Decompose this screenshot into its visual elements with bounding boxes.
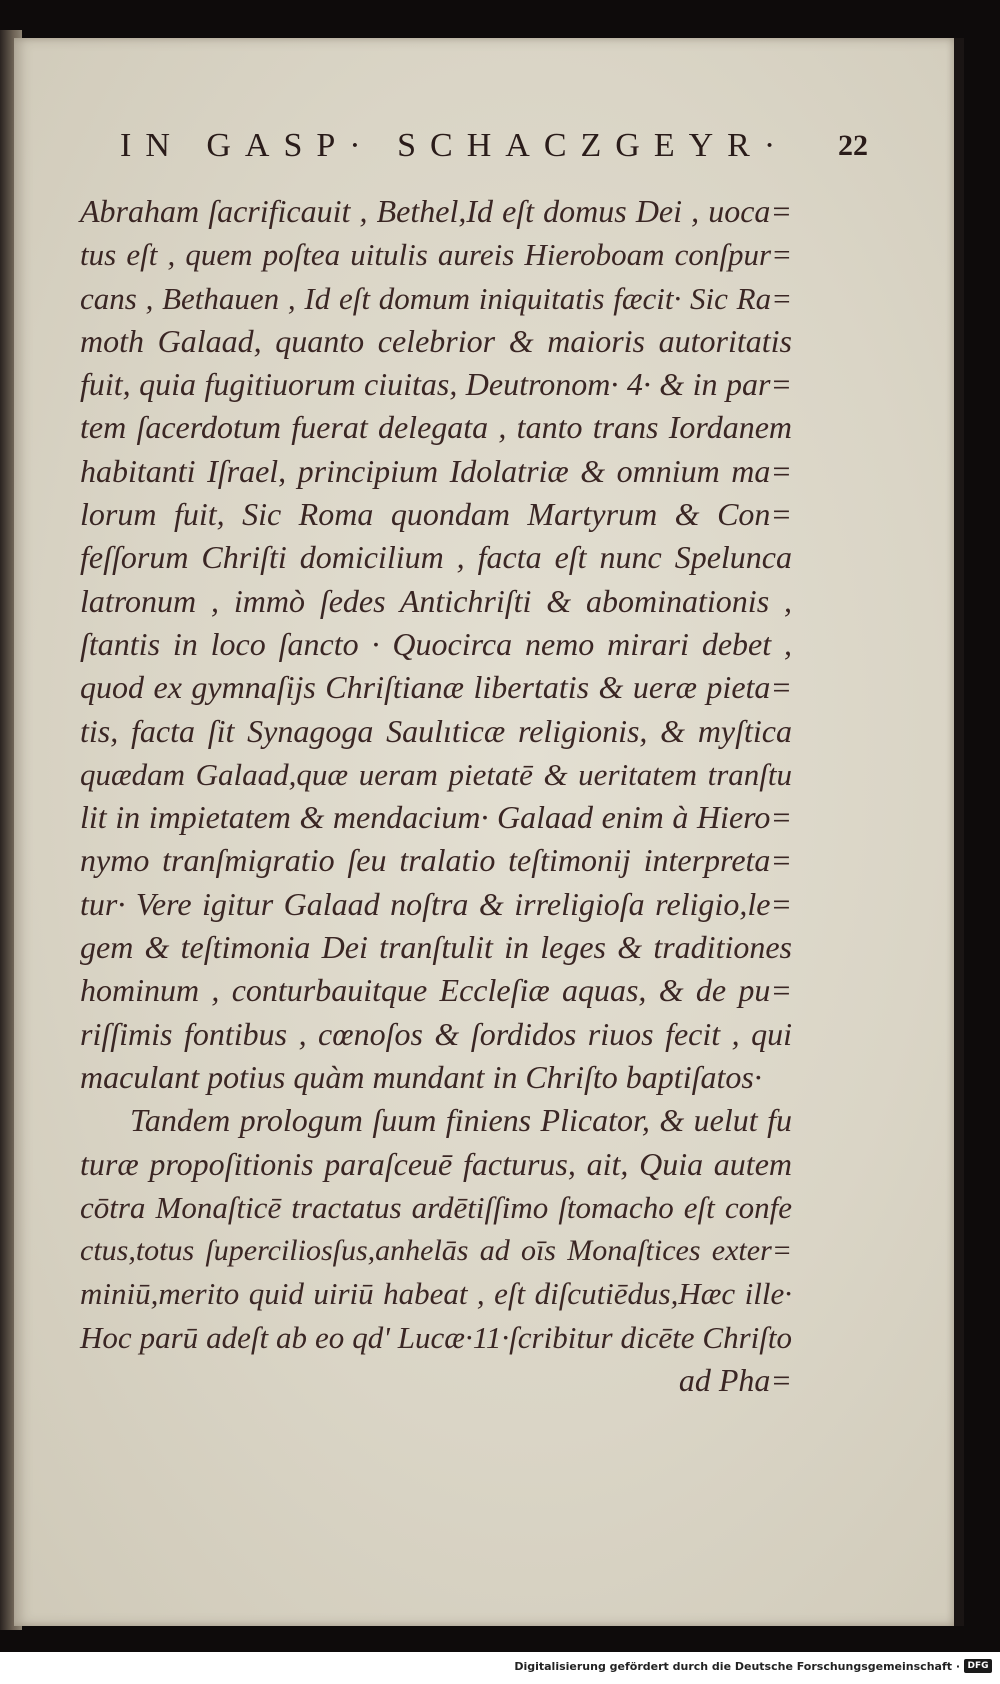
funding-credit: Digitalisierung gefördert durch die Deutsche Forschungsgemeinschaft · <box>514 1660 960 1673</box>
dfg-logo-icon: DFG <box>964 1659 992 1673</box>
text-line: Abraham ſacrificauit , Bethel,Id eſt domus Dei , uoca= <box>80 193 792 229</box>
text-line: latronum , immò ſedes Antichriſti & abominationis , <box>80 582 792 619</box>
catchword: ad Pha= <box>678 1362 792 1399</box>
text-line: gem & teſtimonia Dei tranſtulit in leges & traditiones <box>80 929 792 966</box>
digitization-footer <box>0 1652 1000 1684</box>
page-edge-shadow <box>954 38 964 1626</box>
body-text <box>80 190 792 1402</box>
text-line: quædam Galaad,quæ ueram pietatē & ueritatem tranſtu <box>80 756 792 792</box>
running-title: IN GASP· SCHACZGEYR· <box>120 127 790 164</box>
text-line: hominum , conturbauitque Eccleſiæ aquas, & de pu= <box>80 972 792 1009</box>
text-line: ſtantis in loco ſancto · Quocirca nemo mirari debet , <box>80 625 792 662</box>
text-line: habitanti Iſrael, principium Idolatriæ & omnium ma= <box>80 452 792 489</box>
text-line: ctus,totus ſuperciliosſus,anhelās ad oīs Monaſtices exter= <box>80 1234 792 1268</box>
text-line: Hoc parū adeſt ab eo qd' Lucæ·11·ſcribitur dicēte Chriſto <box>80 1319 792 1355</box>
text-line: feſſorum Chriſti domicilium , facta eſt nunc Spelunca <box>80 539 792 576</box>
text-line: turæ propoſitionis paraſceuē facturus, ait, Quia autem <box>80 1145 792 1182</box>
text-line: miniū,merito quid uiriū habeat , eſt diſcutiēdus,Hæc ille· <box>80 1276 792 1312</box>
text-line: lorum fuit, Sic Roma quondam Martyrum & Con= <box>80 496 792 533</box>
text-line: cans , Bethauen , Id eſt domum iniquitatis fæcit· Sic Ra= <box>80 280 792 316</box>
text-line: lit in impietatem & mendacium· Galaad enim à Hiero= <box>80 799 792 836</box>
text-line: maculant potius quàm mundant in Chriſto baptiſatos· <box>80 1058 762 1095</box>
text-line: tus eſt , quem poſtea uitulis aureis Hieroboam conſpur= <box>80 237 792 273</box>
text-line: fuit, quia fugitiuorum ciuitas, Deutronom· 4· & in par= <box>80 366 792 403</box>
text-line: nymo tranſmigratio ſeu tralatio teſtimonij interpreta= <box>80 842 792 879</box>
text-line: cōtra Monaſticē tractatus ardētiſſimo ſtomacho eſt confe <box>80 1189 792 1225</box>
text-line: tem ſacerdotum fuerat delegata , tanto trans Iordanem <box>80 409 792 446</box>
text-line: moth Galaad, quanto celebrior & maioris autoritatis <box>80 322 792 359</box>
text-line: riſſimis fontibus , cœnoſos & ſordidos riuos fecit , qui <box>80 1015 792 1052</box>
text-line: Tandem prologum ſuum finiens Plicator, & uelut fu <box>130 1102 792 1139</box>
text-line: tur· Vere igitur Galaad noſtra & irreligioſa religio,le= <box>80 885 792 922</box>
text-line: quod ex gymnaſijs Chriſtianæ libertatis & ueræ pieta= <box>80 669 792 706</box>
page-number: 22 <box>838 129 868 162</box>
running-head <box>108 124 868 174</box>
text-line: tis, facta ſit Synagoga Saulıticæ religionis, & myſtica <box>80 712 792 749</box>
